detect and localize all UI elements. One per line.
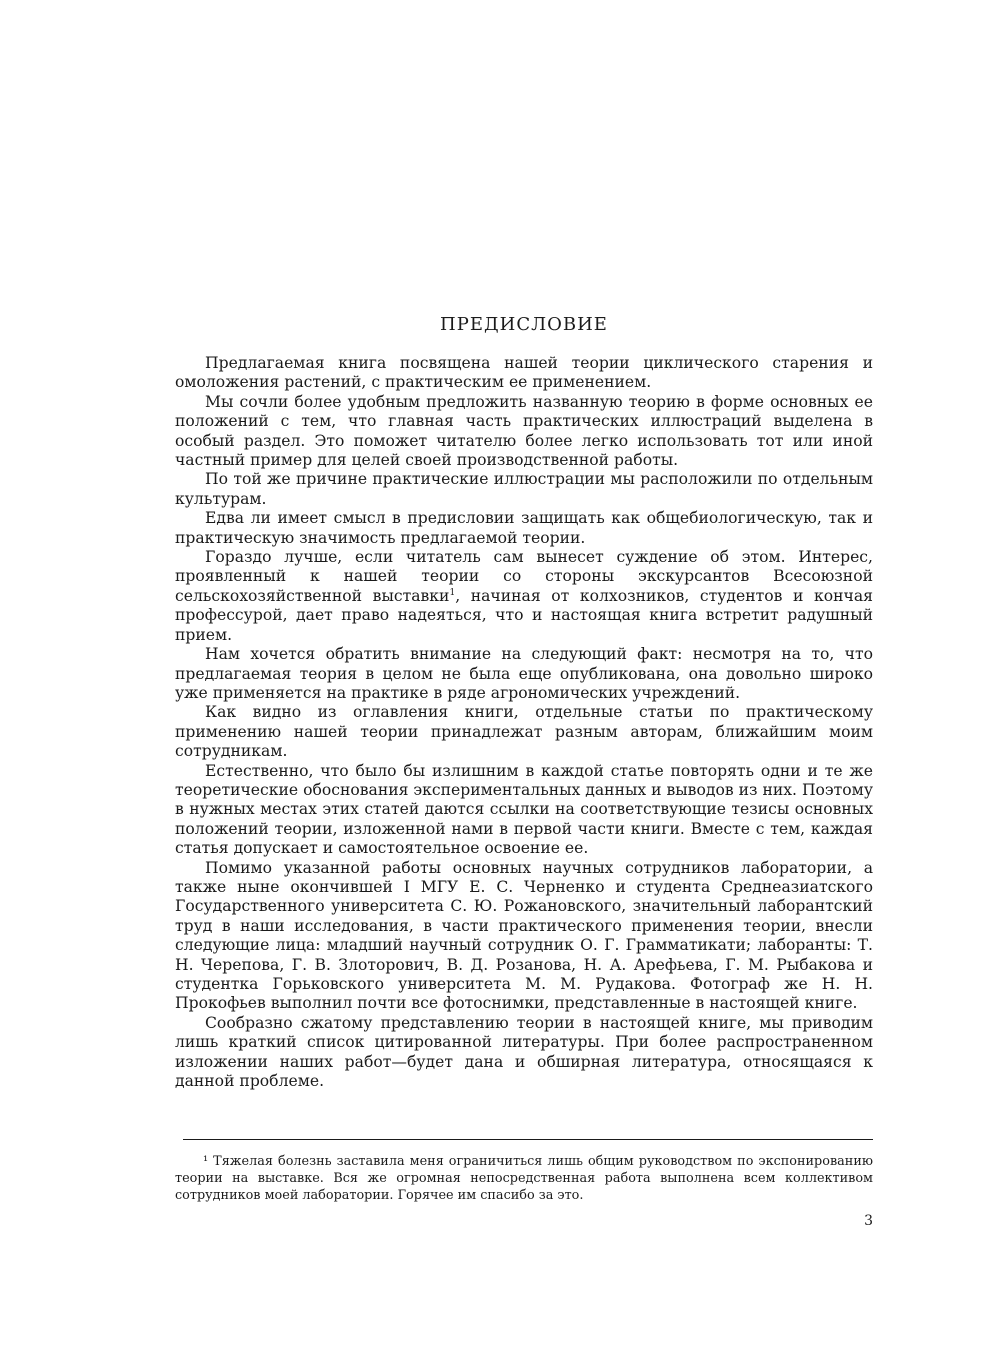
paragraph-3: По той же причине практические иллюстрации мы расположили по отдельным культурам. bbox=[175, 470, 873, 508]
footnote-divider bbox=[183, 1139, 873, 1140]
footnote: ¹ Тяжелая болезнь заставила меня ограничиться лишь общим руководством по экспонированию теории на выставке. Вся же огромная непосредственная работа выполнена всем коллективом сотрудников моей лаборатории. Горячее им спасибо за это. bbox=[175, 1154, 873, 1203]
page-title: ПРЕДИСЛОВИЕ bbox=[440, 314, 608, 335]
paragraph-6: Нам хочется обратить внимание на следующий факт: несмотря на то, что предлагаемая теория в целом не была еще опубликована, она довольно широко уже применяется на практике в ряде агрономических учреждений. bbox=[175, 645, 873, 702]
paragraph-5-text: Гораздо лучше, если читатель сам вынесет суждение об этом. Интерес, проявленный к нашей теории со стороны экскурсантов Всесоюзной сельскохозяйственной выставки bbox=[175, 548, 873, 605]
paragraph-1: Предлагаемая книга посвящена нашей теории циклического старения и омоложения растений, с практическим ее применением. bbox=[175, 354, 873, 392]
footnote-reference: 1 bbox=[449, 587, 456, 598]
paragraph-5-continuation: , начиная от колхозников, студентов и кончая профессурой, дает право надеяться, что и настоящая книга встретит радушный прием. bbox=[175, 586, 873, 644]
paragraph-2: Мы сочли более удобным предложить названную теорию в форме основных ее положений с тем, что главная часть практических иллюстраций выделена в особый раздел. Это поможет читателю более легко использовать тот или иной частный пример для целей своей производственной работы. bbox=[175, 392, 873, 470]
paragraph-7: Как видно из оглавления книги, отдельные статьи по практическому применению нашей теории принадлежат разным авторам, ближайшим моим сотрудникам. bbox=[175, 703, 873, 761]
paragraph-8: Естественно, что было бы излишним в каждой статье повторять одни и те же теоретические обоснования экспериментальных данных и выводов из них. Поэтому в нужных местах этих статей даются ссылки на соответствующие тезисы основных положений теории, изложенной нами в первой части книги. Вместе с тем, каждая статья допускает и самостоятельное освоение ее. bbox=[175, 761, 873, 858]
paragraph-10: Сообразно сжатому представлению теории в настоящей книге, мы приводим лишь краткий список цитированной литературы. При более распространенном изложении наших работ—будет дана и обширная литература, относящаяся к данной проблеме. bbox=[175, 1013, 873, 1091]
paragraph-9: Помимо указанной работы основных научных сотрудников лаборатории, а также ныне окончившей I МГУ Е. С. Черненко и студента Среднеазиатского Государственного университета С. Ю. Рожановского, значительный лаборантский труд в наши исследования, в части практического применения теории, внесли следующие лица: младший научный сотрудник О. Г. Грамматикати; лаборанты: Т. Н. Черепова, Г. В. Злоторович, В. Д. Розанова, Н. А. Арефьева, Г. М. Рыбакова и студентка Горьковского университета М. М. Рудакова. Фотограф же Н. Н. Прокофьев выполнил почти все фотоснимки, представленные в настоящей книге. bbox=[175, 858, 873, 1013]
page-number: 3 bbox=[864, 1213, 873, 1229]
paragraph-4: Едва ли имеет смысл в предисловии защищать как общебиологическую, так и практическую значимость предлагаемой теории. bbox=[175, 509, 873, 547]
preface-body bbox=[175, 354, 873, 1091]
paragraph-5 bbox=[175, 548, 873, 645]
